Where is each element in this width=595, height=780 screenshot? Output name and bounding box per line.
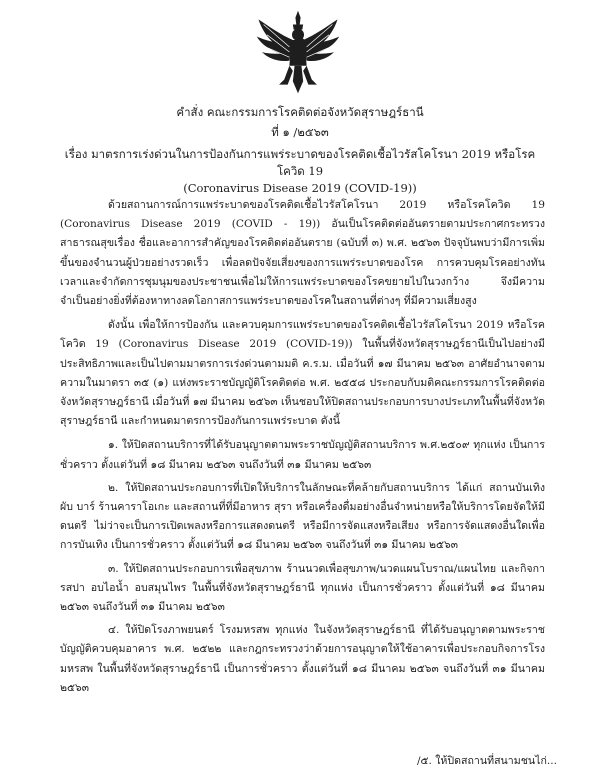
subject-block: [60, 146, 540, 197]
order-title: คำสั่ง คณะกรรมการโรคติดต่อจังหวัดสุราษฎร์ธานี: [176, 105, 424, 119]
measure-2-paragraph: ๒. ให้ปิดสถานประกอบการที่เปิดให้บริการในลักษณะที่คล้ายกับสถานบริการ ได้แก่ สถานบันเทิง ผับ บาร์ ร้านคาราโอเกะ และสถานที่ที่มีอาหาร สุรา หรือเครื่องดื่มอย่างอื่นจำหน่ายหรือให้บริการโดยจัดให้มีดนตรี ไม่ว่าจะเป็นการเปิดเพลงหรือการแสดงดนตรี หรือมีการจัดแสงหรือเสียง หรือการจัดแสดงอื่นใดเพื่อการบันเทิง เป็นการชั่วคราว ตั้งแต่วันที่ ๑๘ มีนาคม ๒๕๖๓ จนถึงวันที่ ๓๑ มีนาคม ๒๕๖๓: [60, 481, 545, 552]
document-body: [60, 196, 545, 702]
continuation-note: /๕. ให้ปิดสถานที่สนามชนไก่...: [416, 755, 557, 767]
measure-3-paragraph: ๓. ให้ปิดสถานประกอบการเพื่อสุขภาพ ร้านนวดเพื่อสุขภาพ/นวดแผนโบราณ/แผนไทย และกิจการสปา อบไอน้ำ อบสมุนไพร ในพื้นที่จังหวัดสุราษฎร์ธานี ทุกแห่ง เป็นการชั่วคราว ตั้งแต่วันที่ ๑๘ มีนาคม ๒๕๖๓ จนถึงวันที่ ๓๑ มีนาคม ๒๕๖๓: [60, 562, 545, 614]
measure-4-paragraph: ๔. ให้ปิดโรงภาพยนตร์ โรงมหรสพ ทุกแห่ง ในจังหวัดสุราษฎร์ธานี ที่ได้รับอนุญาตตามพระราชบัญญัติควบคุมอาคาร พ.ศ. ๒๕๒๒ และกฎกระทรวงว่าด้วยการอนุญาตให้ใช้อาคารเพื่อประกอบกิจการโรงมหรสพ ในพื้นที่จังหวัดสุราษฎร์ธานี เป็นการชั่วคราว ตั้งแต่วันที่ ๑๘ มีนาคม ๒๕๖๓ จนถึงวันที่ ๓๑ มีนาคม ๒๕๖๓: [60, 624, 545, 694]
measure-1-paragraph: ๑. ให้ปิดสถานบริการที่ได้รับอนุญาตตามพระราชบัญญัติสถานบริการ พ.ศ.๒๕๐๙ ทุกแห่ง เป็นการชั่วคราว ตั้งแต่วันที่ ๑๘ มีนาคม ๒๕๖๓ จนถึงวันที่ ๓๑ มีนาคม ๒๕๖๓: [60, 439, 545, 471]
subject-line-1: เรื่อง มาตรการเร่งด่วนในการป้องกันการแพร่ระบาดของโรคติดเชื้อไวรัสโคโรนา 2019 หรือโรคโควิด 19: [64, 147, 536, 178]
authority-paragraph: ดังนั้น เพื่อให้การป้องกัน และควบคุมการแพร่ระบาดของโรคติดเชื้อไวรัสโคโรนา 2019 หรือโรคโควิด 19 (Coronavirus Disease 2019 (COVID-19)) ในพื้นที่จังหวัดสุราษฎร์ธานีเป็นไปอย่างมีประสิทธิภาพและเป็นไปตามมาตรการเร่งด่วนตามมติ ค.ร.ม. เมื่อวันที่ ๑๗ มีนาคม ๒๕๖๓ อาศัยอำนาจตามความในมาตรา ๓๕ (๑) แห่งพระราชบัญญัติโรคติดต่อ พ.ศ. ๒๕๕๘ ประกอบกับมติคณะกรรมการโรคติดต่อจังหวัดสุราษฎร์ธานี เมื่อวันที่ ๑๗ มีนาคม ๒๕๖๓ เห็นชอบให้ปิดสถานประกอบการบางประเภทในพื้นที่จังหวัดสุราษฎร์ธานี และกำหนดมาตรการป้องกันการแพร่ระบาด ดังนี้: [60, 319, 545, 428]
order-number: ที่ ๑ /๒๕๖๓: [271, 125, 329, 139]
subject-line-2: (Coronavirus Disease 2019 (COVID-19)): [183, 181, 417, 195]
intro-paragraph: ด้วยสถานการณ์การแพร่ระบาดของโรคติดเชื้อไวรัสโคโรนา 2019 หรือโรคโควิด 19 (Coronavirus Disease 2019 (COVID - 19)) อันเป็นโรคติดต่ออันตรายตามประกาศกระทรวงสาธารณสุขเรื่อง ชื่อและอาการสำคัญของโรคติดต่ออันตราย (ฉบับที่ ๓) พ.ศ. ๒๕๖๓ ปัจจุบันพบว่ามีการเพิ่มขึ้นของจำนวนผู้ป่วยอย่างรวดเร็ว เพื่อลดปัจจัยเสี่ยงของการแพร่ระบาดของโรค การควบคุมโรคอย่างทันเวลาและจำกัดการชุมนุมของประชาชนเพื่อไม่ให้การแพร่ระบาดของโรคขยายไปในวงกว้าง จึงมีความจำเป็นอย่างยิ่งที่ต้องหาทางลดโอกาสการแพร่ระบาดของโรคในสถานที่ต่างๆ ที่มีความเสี่ยงสูง: [60, 199, 545, 308]
garuda-emblem-icon: [255, 8, 341, 96]
